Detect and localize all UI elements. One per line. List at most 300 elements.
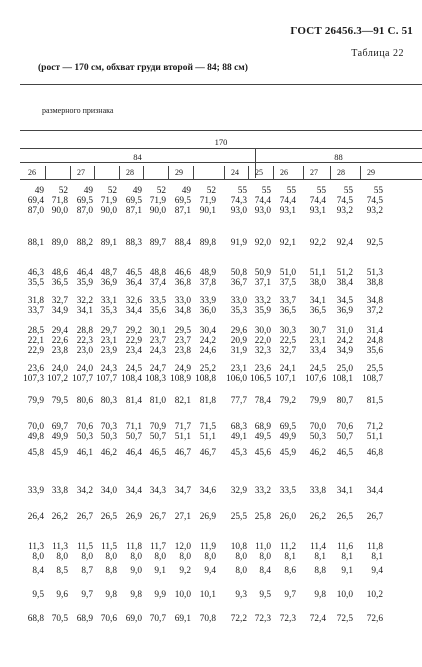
table-cell [20,590,44,600]
cell-value: 90,0 [51,206,68,216]
cell-value: 9,7 [284,590,296,600]
table-cell [192,268,216,288]
cell-value: 51,0 [279,268,296,278]
cell-value: 11,0 [255,542,271,552]
column-header: 29 [367,168,375,177]
column-header: 28 [126,168,134,177]
cell-value: 69,5 [76,196,93,206]
cell-value: 24,7 [149,364,166,374]
cell-value: 92,1 [279,238,296,248]
column-separator [248,166,249,179]
cell-value: 30,4 [199,326,216,336]
cell-value: 46,4 [76,268,93,278]
table-cell [20,542,44,562]
table-cell [44,238,68,248]
cell-value: 9,8 [314,590,326,600]
table-cell [69,396,93,406]
cell-value: 78,4 [254,396,271,406]
cell-value: 81,5 [366,396,383,406]
cell-value: 22,9 [125,336,142,346]
cell-value: 8,0 [259,552,271,562]
cell-value: 46,4 [125,448,142,458]
stub-header: размерного признака [42,106,114,115]
standard-reference: ГОСТ 26456.3—91 С. 51 [290,25,413,37]
table-cell [20,238,44,248]
table-cell [142,486,166,496]
cell-value: 69,5 [125,196,142,206]
table-cell [69,268,93,288]
cell-value: 8,0 [105,552,117,562]
cell-value: 8,0 [235,566,247,576]
cell-value: 93,0 [230,206,247,216]
table-cell [247,590,271,600]
table-cell [93,396,117,406]
cell-value: 9,8 [105,590,117,600]
cell-value: 26,5 [100,512,117,522]
cell-value: 50,9 [254,268,271,278]
table-cell [167,486,191,496]
cell-value: 25,5 [230,512,247,522]
column-separator [303,166,304,179]
cell-value: 72,2 [230,614,247,624]
cell-value: 32,9 [230,486,247,496]
cell-value: 70,6 [100,614,117,624]
table-cell [302,364,326,384]
cell-value: 87,1 [125,206,142,216]
cell-value: 49 [181,186,191,196]
table-cell [142,296,166,316]
table-cell [272,512,296,522]
cell-value: 9,1 [341,566,353,576]
table-cell [223,542,247,562]
cell-value: 72,4 [309,614,326,624]
table-cell [167,448,191,458]
cell-value: 32,3 [254,346,271,356]
table-cell [223,512,247,522]
cell-value: 90,0 [149,206,166,216]
table-cell [167,566,191,576]
table-cell [192,422,216,442]
cell-value: 69,5 [174,196,191,206]
cell-value: 23,1 [309,336,326,346]
cell-value: 34,4 [125,486,142,496]
table-cell [359,566,383,576]
cell-value: 49 [132,186,142,196]
table-cell [247,364,271,384]
column-separator [70,166,71,179]
column-header-rule [20,179,422,180]
cell-value: 70,6 [76,422,93,432]
cell-value: 8,0 [56,552,68,562]
column-separator [143,166,144,179]
cell-value: 49,8 [27,432,44,442]
cell-value: 68,9 [254,422,271,432]
table-cell [118,566,142,576]
cell-value: 69,4 [27,196,44,206]
table-cell [69,448,93,458]
stub-rule [20,130,422,131]
cell-value: 34,0 [100,486,117,496]
cell-value: 51,3 [366,268,383,278]
table-cell [93,448,117,458]
cell-value: 9,0 [130,566,142,576]
table-cell [359,614,383,624]
cell-value: 87,0 [27,206,44,216]
table-cell [44,396,68,406]
table-cell [272,542,296,562]
table-cell [192,396,216,406]
table-cell [44,512,68,522]
table-cell [142,364,166,384]
cell-value: 55 [343,186,353,196]
cell-value: 50,8 [230,268,247,278]
table-cell [142,268,166,288]
cell-value: 108,9 [170,374,191,384]
table-cell [192,238,216,248]
cell-value: 8,4 [32,566,44,576]
table-cell [192,590,216,600]
table-cell [329,542,353,562]
cell-value: 33,1 [100,296,117,306]
cell-value: 33,0 [230,296,247,306]
cell-value: 108,7 [362,374,383,384]
table-cell [20,296,44,316]
table-cell [167,364,191,384]
cell-value: 48,7 [100,268,117,278]
cell-value: 37,4 [149,278,166,288]
cell-value: 70,3 [100,422,117,432]
cell-value: 35,3 [230,306,247,316]
height-header: 170 [214,137,228,147]
table-cell [69,512,93,522]
table-cell [329,296,353,316]
table-cell [192,296,216,316]
cell-value: 34,4 [125,306,142,316]
cell-value: 32,2 [76,296,93,306]
cell-value: 8,0 [179,552,191,562]
table-cell [329,396,353,406]
table-cell [20,512,44,522]
cell-value: 8,0 [32,552,44,562]
table-cell [44,296,68,316]
cell-value: 30,7 [309,326,326,336]
table-cell [223,238,247,248]
column-separator [45,166,46,179]
cell-value: 11,2 [280,542,296,552]
table-cell [167,186,191,216]
table-cell [359,448,383,458]
column-headers [20,168,422,178]
table-cell [329,268,353,288]
cell-value: 11,5 [101,542,117,552]
cell-value: 74,4 [254,196,271,206]
table-cell [93,590,117,600]
cell-value: 74,4 [279,196,296,206]
table-cell [118,326,142,356]
cell-value: 23,6 [27,364,44,374]
column-header: 27 [310,168,318,177]
cell-value: 34,1 [336,486,353,496]
table-cell [359,296,383,316]
cell-value: 25,8 [254,512,271,522]
table-cell [223,590,247,600]
cell-value: 22,3 [76,336,93,346]
table-cell [272,422,296,442]
table-cell [167,542,191,562]
cell-value: 55 [316,186,326,196]
table-cell [223,448,247,458]
table-cell [93,422,117,442]
table-cell [247,326,271,356]
cell-value: 81,0 [149,396,166,406]
table-cell [192,364,216,384]
table-cell [69,542,93,562]
cell-value: 33,5 [279,486,296,496]
table-cell [142,238,166,248]
cell-value: 50,7 [125,432,142,442]
cell-value: 8,5 [56,566,68,576]
table-cell [93,566,117,576]
cell-value: 8,1 [341,552,353,562]
table-cell [247,566,271,576]
table-cell [118,512,142,522]
cell-value: 8,6 [284,566,296,576]
cell-value: 106,5 [250,374,271,384]
table-cell [20,186,44,216]
table-cell [302,590,326,600]
table-cell [44,364,68,384]
table-cell [359,364,383,384]
table-cell [20,566,44,576]
cell-value: 82,1 [174,396,191,406]
cell-value: 8,8 [105,566,117,576]
cell-value: 23,8 [51,346,68,356]
table-cell [359,486,383,496]
cell-value: 46,1 [76,448,93,458]
table-cell [69,186,93,216]
cell-value: 24,5 [309,364,326,374]
cell-value: 92,0 [254,238,271,248]
cell-value: 88,1 [27,238,44,248]
cell-value: 29,7 [100,326,117,336]
cell-value: 35,5 [27,278,44,288]
cell-value: 108,1 [332,374,353,384]
table-cell [44,590,68,600]
cell-value: 93,2 [336,206,353,216]
cell-value: 93,1 [279,206,296,216]
cell-value: 49,5 [254,432,271,442]
cell-value: 88,4 [174,238,191,248]
cell-value: 70,0 [27,422,44,432]
cell-value: 91,9 [230,238,247,248]
cell-value: 8,4 [259,566,271,576]
table-cell [302,238,326,248]
table-cell [44,542,68,562]
table-cell [359,396,383,406]
table-cell [93,512,117,522]
cell-value: 68,9 [76,614,93,624]
table-cell [329,448,353,458]
table-cell [247,238,271,248]
table-cell [192,512,216,522]
cell-value: 107,2 [47,374,68,384]
table-cell [69,590,93,600]
cell-value: 23,4 [125,346,142,356]
cell-value: 87,1 [174,206,191,216]
table-cell [223,296,247,316]
table-cell [302,566,326,576]
cell-value: 36,9 [100,278,117,288]
table-cell [247,268,271,288]
cell-value: 74,5 [366,196,383,206]
cell-value: 9,3 [235,590,247,600]
cell-value: 23,6 [254,364,271,374]
cell-value: 24,9 [174,364,191,374]
table-cell [118,238,142,248]
cell-value: 36,8 [174,278,191,288]
cell-value: 71,9 [100,196,117,206]
table-cell [93,296,117,316]
table-cell [44,614,68,624]
cell-value: 36,5 [309,306,326,316]
cell-value: 22,5 [279,336,296,346]
table-cell [20,364,44,384]
cell-value: 38,0 [309,278,326,288]
cell-value: 72,3 [254,614,271,624]
table-cell [167,268,191,288]
column-separator [193,166,194,179]
cell-value: 22,6 [51,336,68,346]
cell-value: 33,2 [254,296,271,306]
group-rule-84 [20,162,255,163]
cell-value: 36,4 [125,278,142,288]
cell-value: 46,5 [336,448,353,458]
cell-value: 51,2 [336,268,353,278]
table-cell [142,186,166,216]
cell-value: 24,3 [149,346,166,356]
cell-value: 9,5 [259,590,271,600]
cell-value: 8,1 [284,552,296,562]
cell-value: 23,1 [230,364,247,374]
cell-value: 72,5 [336,614,353,624]
cell-value: 33,7 [279,296,296,306]
cell-value: 89,0 [51,238,68,248]
cell-value: 74,5 [336,196,353,206]
cell-value: 26,4 [27,512,44,522]
table-cell [247,512,271,522]
table-cell [223,326,247,356]
table-cell [247,422,271,442]
cell-value: 35,9 [76,278,93,288]
cell-value: 46,7 [174,448,191,458]
table-cell [302,326,326,356]
cell-value: 29,6 [230,326,247,336]
cell-value: 107,7 [72,374,93,384]
table-cell [118,542,142,562]
cell-value: 81,4 [125,396,142,406]
cell-value: 70,5 [51,614,68,624]
cell-value: 11,5 [77,542,93,552]
table-cell [359,326,383,356]
table-cell [192,326,216,356]
table-cell [69,486,93,496]
chest-group-88: 88 [334,152,343,162]
table-cell [223,566,247,576]
table-cell [167,238,191,248]
table-cell [93,364,117,384]
cell-value: 8,8 [314,566,326,576]
table-cell [118,590,142,600]
table-cell [302,486,326,496]
cell-value: 68,8 [27,614,44,624]
cell-value: 70,9 [149,422,166,432]
table-cell [359,422,383,442]
cell-value: 50,3 [309,432,326,442]
table-cell [167,396,191,406]
cell-value: 69,5 [279,422,296,432]
cell-value: 49,1 [230,432,247,442]
cell-value: 26,9 [199,512,216,522]
column-header: 27 [77,168,85,177]
cell-value: 26,2 [51,512,68,522]
table-cell [272,566,296,576]
table-cell [69,614,93,624]
cell-value: 107,3 [23,374,44,384]
cell-value: 55 [373,186,383,196]
cell-value: 24,2 [336,336,353,346]
cell-value: 71,1 [125,422,142,432]
table-cell [329,326,353,356]
cell-value: 51,1 [366,432,383,442]
table-cell [118,364,142,384]
cell-value: 34,4 [366,486,383,496]
cell-value: 33,7 [27,306,44,316]
table-cell [329,590,353,600]
table-cell [93,238,117,248]
cell-value: 46,5 [125,268,142,278]
table-cell [142,422,166,442]
cell-value: 36,7 [230,278,247,288]
table-cell [329,186,353,216]
cell-value: 37,1 [254,278,271,288]
cell-value: 46,8 [366,448,383,458]
cell-value: 8,0 [235,552,247,562]
cell-value: 48,8 [149,268,166,278]
cell-value: 50,3 [100,432,117,442]
cell-value: 107,1 [275,374,296,384]
cell-value: 24,0 [76,364,93,374]
cell-value: 24,3 [100,364,117,374]
cell-value: 22,0 [254,336,271,346]
table-cell [359,590,383,600]
cell-value: 88,2 [76,238,93,248]
table-cell [223,186,247,216]
cell-value: 70,6 [336,422,353,432]
table-cell [359,186,383,216]
cell-value: 69,0 [125,614,142,624]
cell-value: 52 [206,186,216,196]
cell-value: 28,5 [27,326,44,336]
table-cell [223,268,247,288]
cell-value: 90,0 [100,206,117,216]
cell-value: 23,0 [76,346,93,356]
cell-value: 26,9 [125,512,142,522]
table-cell [192,614,216,624]
cell-value: 49,9 [51,432,68,442]
table-cell [247,448,271,458]
table-cell [20,422,44,442]
table-cell [44,566,68,576]
